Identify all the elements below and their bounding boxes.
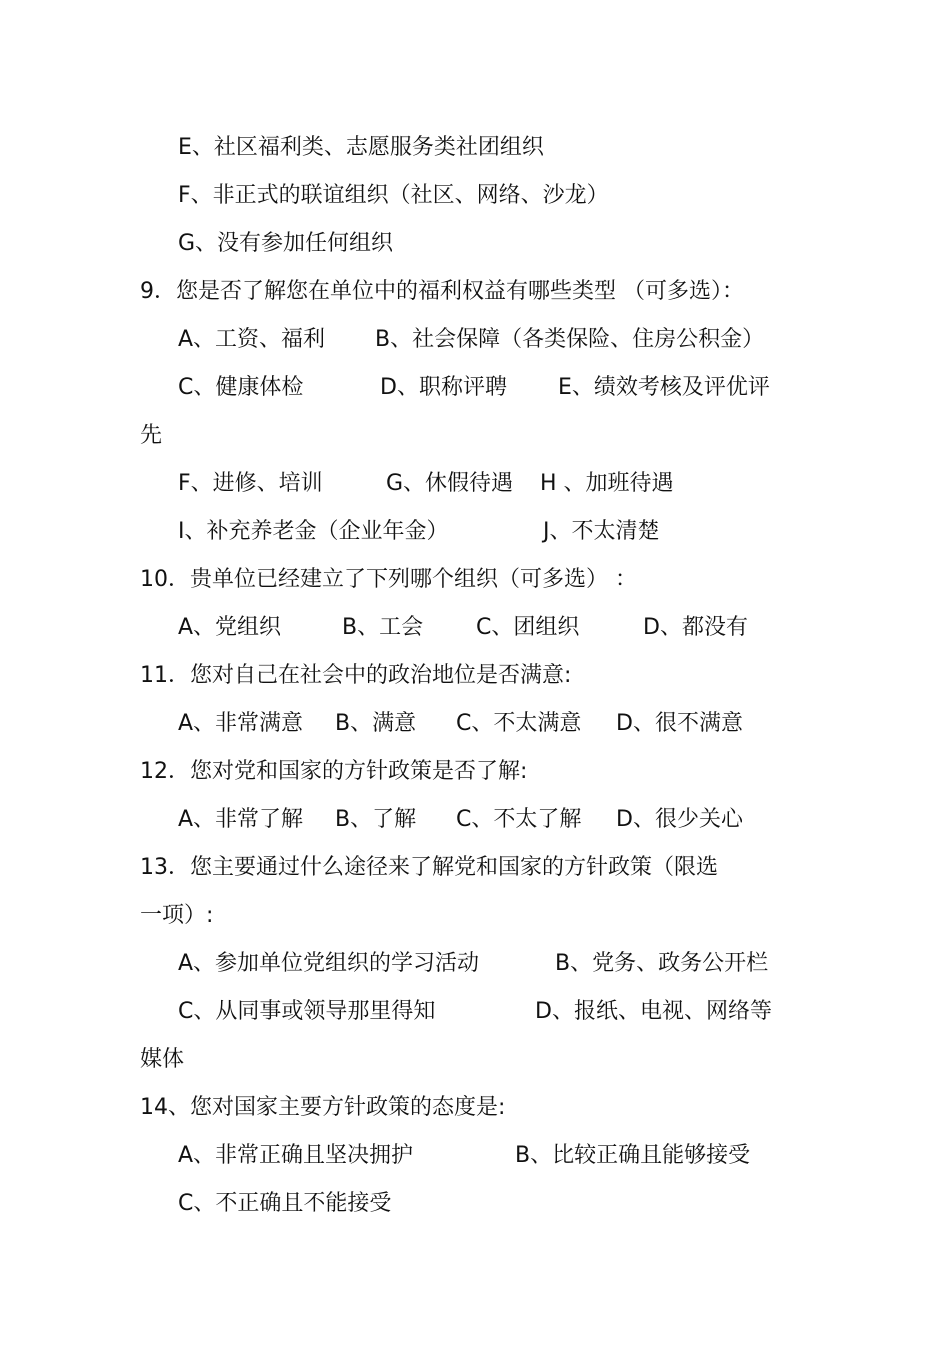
option-f: F、进修、培训 [178, 471, 323, 496]
option-d: D、很不满意 [616, 711, 743, 736]
option-c: C、不正确且不能接受 [178, 1191, 392, 1216]
option-a: A、非常了解 [178, 807, 304, 832]
option-c: C、从同事或领导那里得知 [178, 999, 436, 1024]
option-h: H 、加班待遇 [540, 471, 674, 496]
option-b: B、满意 [335, 711, 417, 736]
option-a: A、工资、福利 [178, 327, 326, 352]
option-b: B、比较正确且能够接受 [515, 1143, 751, 1168]
option-continuation: 先 [140, 423, 163, 448]
option-c: C、健康体检 [178, 375, 304, 400]
option-line: E、社区福利类、志愿服务类社团组织 [178, 135, 544, 160]
option-b: B、党务、政务公开栏 [555, 951, 769, 976]
option-a: A、党组织 [178, 615, 282, 640]
question-12: 12．您对党和国家的方针政策是否了解: [140, 759, 528, 784]
option-d: D、职称评聘 [380, 375, 507, 400]
option-d: D、报纸、电视、网络等 [535, 999, 772, 1024]
option-continuation: 媒体 [140, 1047, 185, 1072]
question-10: 10．贵单位已经建立了下列哪个组织（可多选） ： [140, 567, 637, 592]
question-13: 13．您主要通过什么途径来了解党和国家的方针政策（限选 [140, 855, 718, 880]
question-11: 11．您对自己在社会中的政治地位是否满意: [140, 663, 572, 688]
option-i: I、补充养老金（企业年金） [178, 519, 449, 544]
question-continuation: 一项）: [140, 903, 214, 928]
option-a: A、参加单位党组织的学习活动 [178, 951, 480, 976]
question-9: 9．您是否了解您在单位中的福利权益有哪些类型 （可多选）： [140, 279, 744, 304]
option-a: A、非常正确且坚决拥护 [178, 1143, 414, 1168]
option-c: C、团组织 [476, 615, 580, 640]
option-line: G、没有参加任何组织 [178, 231, 394, 256]
option-b: B、工会 [342, 615, 424, 640]
option-c: C、不太满意 [456, 711, 582, 736]
option-b: B、了解 [335, 807, 417, 832]
option-j: J、不太清楚 [543, 519, 660, 544]
option-b: B、社会保障（各类保险、住房公积金） [375, 327, 765, 352]
option-g: G、休假待遇 [386, 471, 514, 496]
option-d: D、很少关心 [616, 807, 743, 832]
option-line: F、非正式的联谊组织（社区、网络、沙龙） [178, 183, 609, 208]
option-d: D、都没有 [643, 615, 748, 640]
question-14: 14、您对国家主要方针政策的态度是: [140, 1095, 506, 1120]
option-c: C、不太了解 [456, 807, 582, 832]
option-a: A、非常满意 [178, 711, 304, 736]
option-e: E、绩效考核及评优评 [558, 375, 770, 400]
